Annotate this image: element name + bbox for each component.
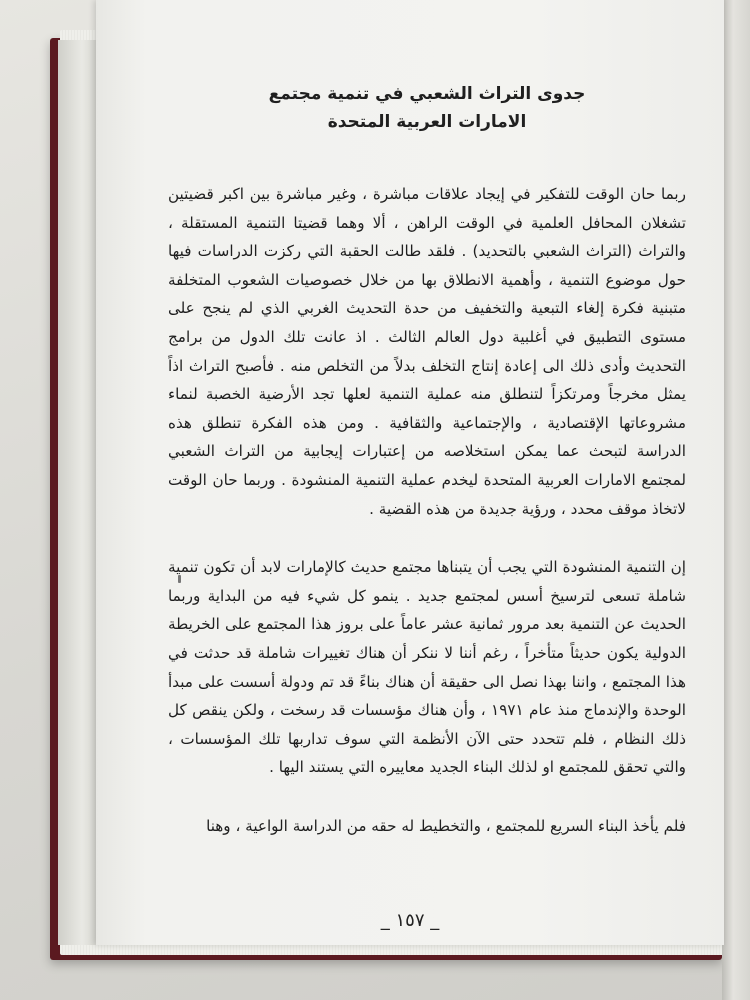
- page-number: _ ١٥٧ _: [380, 910, 440, 931]
- paragraph-1: ربما حان الوقت للتفكير في إيجاد علاقات مباشرة ، وغير مباشرة بين اكبر قضيتين تشغلان المحافل العلمية في الوقت الراهن ، ألا وهما قضيتا التنمية المستقلة ، والتراث (التراث الشعبي بالتحديد) . فلقد طالت الحقبة التي ركزت الدراسات فيها حول موضوع التنمية ، وأهمية الانطلاق بها من خلال خصوصيات الشعوب المتخلفة متبنية فكرة إلغاء التبعية والتخفيف من حدة التحديث الغربي الذي لم ينجح على مستوى التطبيق في أغلبية دول العالم الثالث . اذ عانت تلك الدول من برامج التحديث وأدى ذلك الى إعادة إنتاج التخلف بدلاً من التخلص منه . فأصبح التراث اذاً يمثل مخرجاً ومرتكزاً لتنطلق منه عملية التنمية لعلها تجد الأرضية الخصبة لنماء مشروعاتها الإقتصادية ، والإجتماعية والثقافية . ومن هذه الفكرة تنطلق هذه الدراسة لتبحث عما يمكن استخلاصه من إعتبارات إيجابية من التراث الشعبي لمجتمع الامارات العربية المتحدة ليخدم عملية التنمية المنشودة . وربما حان الوقت لاتخاذ موقف محدد ، ورؤية جديدة من هذه القضية .: [168, 185, 686, 518]
- chapter-title-line-2: الامارات العربية المتحدة: [327, 112, 527, 132]
- book-page: [96, 0, 724, 945]
- page-edges: [58, 40, 98, 945]
- paragraph-3: فلم يأخذ البناء السريع للمجتمع ، والتخطيط له حقه من الدراسة الواعية ، وهنا: [206, 816, 686, 835]
- page-text: [168, 80, 686, 840]
- chapter-title-line-1: جدوى التراث الشعبي في تنمية مجتمع: [268, 84, 586, 104]
- paragraph-2: إن التنمية المنشودة التي يجب أن يتبناها مجتمع حديث كالإمارات لابد أن تكون تنمية شاملة تسعى لترسيخ أسس لمجتمع جديد . ينمو كل شيء فيه من البداية وربما الحديث عن التنمية بعد مرور ثمانية عشر عاماً على بروز هذا المجتمع على الخريطة الدولية يكون حديثاً متأخراً ، رغم أننا لا ننكر أن هناك تغييرات شاملة قد حدثت في هذا المجتمع ، واننا بهذا نصل الى حقيقة أن هناك بناءً قد تم ودولة أسست على مبدأ الوحدة والإندماج منذ عام ١٩٧١ ، وأن هناك مؤسسات قد رسخت ، ولكن ينقص كل ذلك النظام ، فلم تتحدد حتى الآن الأنظمة التي سوف تداربها تلك المؤسسات ، والتي تحقق للمجتمع او لذلك البناء الجديد معاييره التي يستند اليها .: [168, 558, 686, 777]
- adjacent-page-edge: [722, 0, 750, 1000]
